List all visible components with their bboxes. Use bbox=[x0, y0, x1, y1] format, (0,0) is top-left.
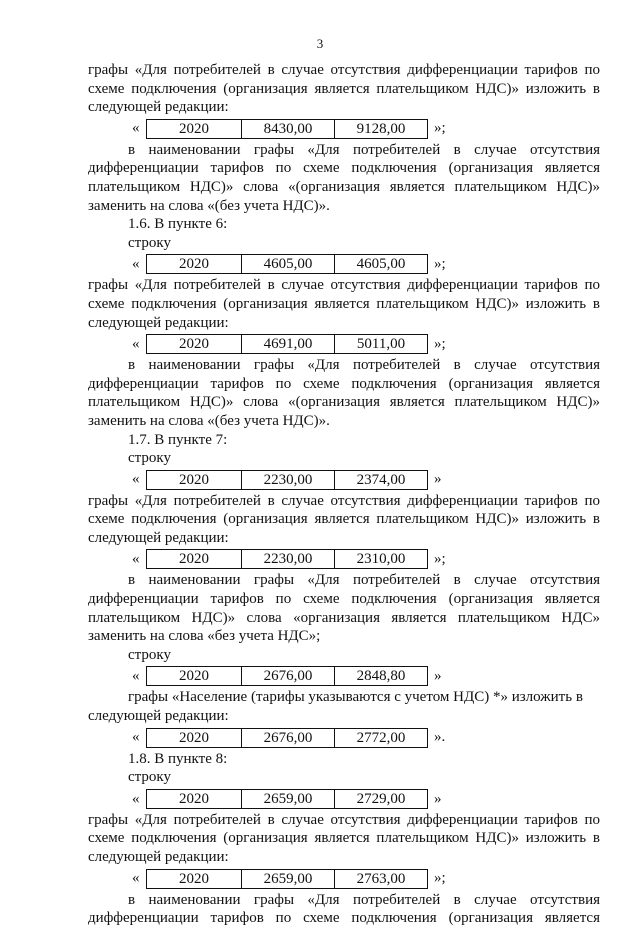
text-line: в наименовании графы «Для потребителей в случае отсутствия bbox=[128, 141, 600, 158]
text-line: заменить на слова «(без учета НДС)». bbox=[88, 412, 330, 429]
text-line: заменить на слова «без учета НДС»; bbox=[88, 628, 321, 645]
table-row bbox=[132, 788, 600, 810]
table-row bbox=[132, 253, 600, 275]
row-closing-punctuation: »; bbox=[434, 551, 446, 568]
table-cell: 2374,00 bbox=[334, 471, 427, 489]
text-line: строку bbox=[128, 769, 171, 786]
row-closing-punctuation: » bbox=[434, 790, 442, 807]
row-closing-punctuation: »; bbox=[434, 335, 446, 352]
table-cells bbox=[146, 470, 428, 490]
row-closing-punctuation: » bbox=[434, 471, 442, 488]
open-quote: « bbox=[132, 335, 140, 352]
open-quote: « bbox=[132, 790, 140, 807]
table-row bbox=[132, 868, 600, 890]
open-quote: « bbox=[132, 870, 140, 887]
text-line: строку bbox=[128, 646, 171, 663]
table-cells bbox=[146, 728, 428, 748]
open-quote: « bbox=[132, 668, 140, 685]
text-line: следующей редакции: bbox=[88, 99, 229, 116]
table-cell: 2020 bbox=[179, 870, 209, 887]
text-line: графы «Для потребителей в случае отсутствия дифференциации тарифов по bbox=[88, 811, 600, 828]
text-line: строку bbox=[128, 234, 171, 251]
table-cell: 4691,00 bbox=[241, 335, 334, 353]
table-cell: 2310,00 bbox=[334, 550, 427, 568]
row-closing-punctuation: » bbox=[434, 668, 442, 685]
document-body bbox=[88, 61, 600, 928]
text-line: следующей редакции: bbox=[88, 314, 229, 331]
table-cell: 2020 bbox=[179, 551, 209, 568]
text-line: дифференциации тарифов по схеме подключения (организация является bbox=[88, 375, 600, 392]
table-cells bbox=[146, 119, 428, 139]
table-cell: 2676,00 bbox=[241, 667, 334, 685]
text-line: дифференциации тарифов по схеме подключения (организация является bbox=[88, 591, 600, 608]
table-cell: 9128,00 bbox=[334, 120, 427, 138]
text-line: в наименовании графы «Для потребителей в случае отсутствия bbox=[128, 357, 600, 374]
text-line: следующей редакции: bbox=[88, 849, 229, 865]
text-line: 1.7. В пункте 7: bbox=[128, 431, 228, 448]
row-closing-punctuation: ». bbox=[434, 729, 446, 746]
table-row bbox=[132, 333, 600, 355]
table-cell: 2020 bbox=[179, 729, 209, 746]
table-cell: 5011,00 bbox=[334, 335, 427, 353]
text-line: графы «Для потребителей в случае отсутствия дифференциации тарифов по bbox=[88, 62, 600, 78]
table-cell: 2848,80 bbox=[334, 667, 427, 685]
table-cell: 2676,00 bbox=[241, 729, 334, 747]
table-cells bbox=[146, 666, 428, 686]
table-cell: 2772,00 bbox=[334, 729, 427, 747]
text-line: в наименовании графы «Для потребителей в случае отсутствия bbox=[128, 891, 600, 908]
open-quote: « bbox=[132, 551, 140, 568]
table-cell: 2230,00 bbox=[241, 471, 334, 489]
row-closing-punctuation: »; bbox=[434, 870, 446, 887]
table-cell: 8430,00 bbox=[241, 120, 334, 138]
table-row bbox=[132, 118, 600, 140]
open-quote: « bbox=[132, 729, 140, 746]
text-line: дифференциации тарифов по схеме подключения (организация является bbox=[88, 160, 600, 177]
table-cell: 2230,00 bbox=[241, 550, 334, 568]
table-row bbox=[132, 469, 600, 491]
text-line: дифференциации тарифов по схеме подключения (организация является bbox=[88, 910, 600, 927]
table-cell: 2763,00 bbox=[334, 870, 427, 888]
text-line: графы «Для потребителей в случае отсутствия дифференциации тарифов по bbox=[88, 277, 600, 294]
table-cell: 2659,00 bbox=[241, 790, 334, 808]
text-line: следующей редакции: bbox=[88, 708, 229, 725]
table-cells bbox=[146, 549, 428, 569]
text-line: в наименовании графы «Для потребителей в случае отсутствия bbox=[128, 572, 600, 589]
table-row bbox=[132, 548, 600, 570]
table-cell: 2020 bbox=[179, 120, 209, 137]
open-quote: « bbox=[132, 471, 140, 488]
text-line: графы «Для потребителей в случае отсутствия дифференциации тарифов по bbox=[88, 492, 600, 509]
text-line: плательщиком НДС)» слова «организация является плательщиком НДС» bbox=[88, 609, 600, 626]
open-quote: « bbox=[132, 256, 140, 273]
table-row bbox=[132, 727, 600, 749]
table-cells bbox=[146, 869, 428, 889]
table-cells bbox=[146, 334, 428, 354]
text-line: графы «Население (тарифы указываются с учетом НДС) *» изложить в bbox=[128, 689, 583, 706]
table-cells bbox=[146, 789, 428, 809]
text-line: 1.8. В пункте 8: bbox=[128, 750, 228, 767]
page-number: 3 bbox=[316, 36, 324, 51]
table-cell: 2020 bbox=[179, 668, 209, 685]
table-cell: 4605,00 bbox=[241, 255, 334, 273]
table-cell: 2659,00 bbox=[241, 870, 334, 888]
text-line: плательщиком НДС)» слова «(организация является плательщиком НДС)» bbox=[88, 178, 600, 195]
table-cell: 4605,00 bbox=[334, 255, 427, 273]
text-line: схеме подключения (организация является плательщиком НДС)» изложить в bbox=[88, 295, 600, 312]
table-cell: 2729,00 bbox=[334, 790, 427, 808]
row-closing-punctuation: »; bbox=[434, 120, 446, 137]
open-quote: « bbox=[132, 120, 140, 137]
row-closing-punctuation: »; bbox=[434, 256, 446, 273]
table-cells bbox=[146, 254, 428, 274]
table-cell: 2020 bbox=[179, 336, 209, 353]
text-line: плательщиком НДС)» слова «(организация является плательщиком НДС)» bbox=[88, 394, 600, 411]
text-line: строку bbox=[128, 450, 171, 467]
text-line: схеме подключения (организация является плательщиком НДС)» изложить в bbox=[88, 80, 600, 97]
table-row bbox=[132, 665, 600, 687]
text-line: схеме подключения (организация является плательщиком НДС)» изложить в bbox=[88, 511, 600, 528]
table-cell: 2020 bbox=[179, 471, 209, 488]
text-line: 1.6. В пункте 6: bbox=[128, 216, 228, 233]
text-line: схеме подключения (организация является плательщиком НДС)» изложить в bbox=[88, 830, 600, 847]
table-cell: 2020 bbox=[179, 790, 209, 807]
text-line: следующей редакции: bbox=[88, 529, 229, 546]
table-cell: 2020 bbox=[179, 256, 209, 273]
text-line: заменить на слова «(без учета НДС)». bbox=[88, 197, 330, 214]
